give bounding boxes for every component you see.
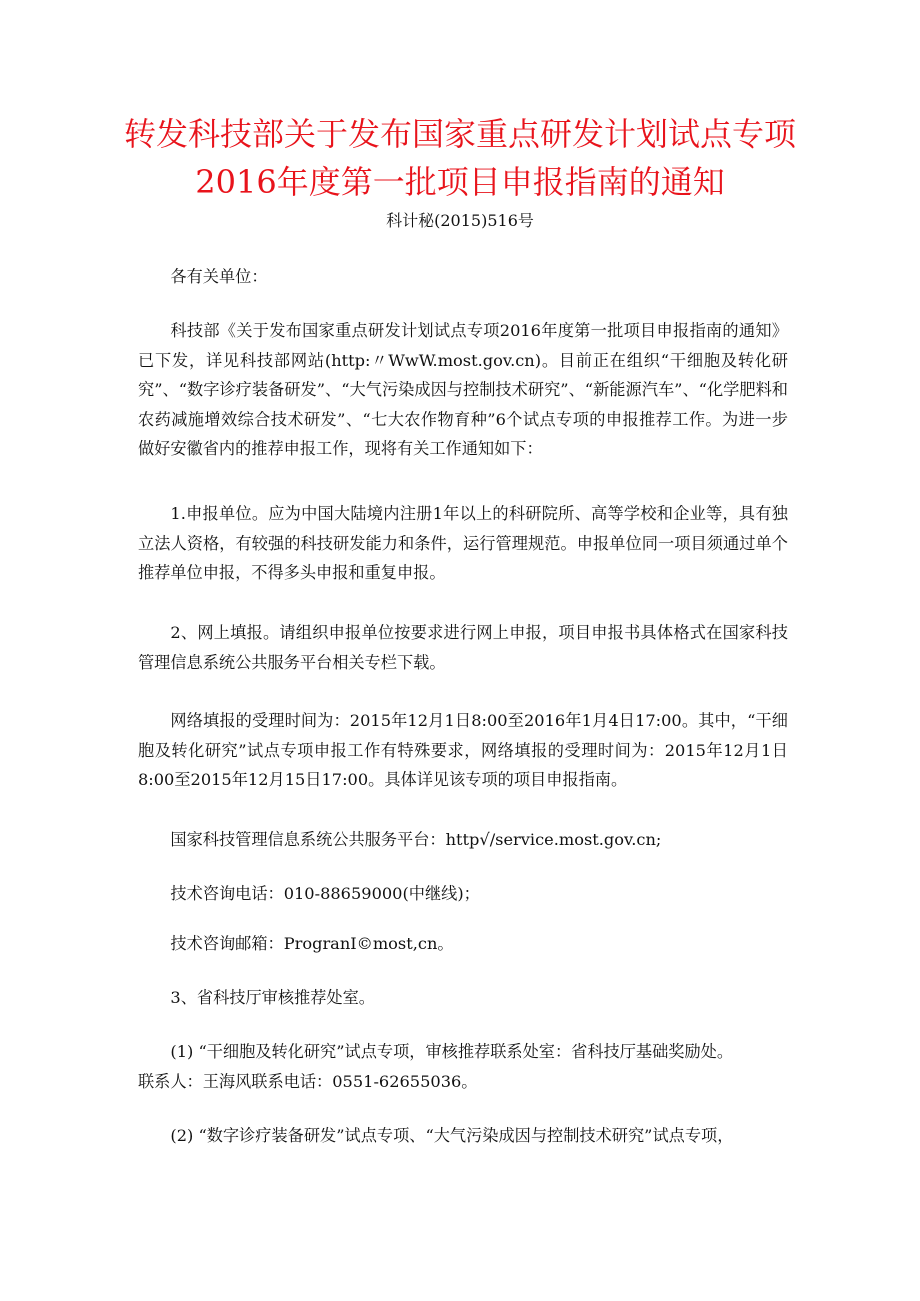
item-2-paragraph: 2、网上填报。请组织申报单位按要求进行网上申报，项目申报书具体格式在国家科技管理信息系统公共服务平台相关专栏下载。 [138,623,788,672]
phone-line: 技术咨询电话：010-88659000(中继线)； [170,884,480,903]
intro-paragraph: 科技部《关于发布国家重点研发计划试点专项2016年度第一批项目申报指南的通知》已下发，详见科技部网站(http:〃WwW.most.gov.cn)。目前正在组织“干细胞及转化研究”、“数字诊疗装备研发”、“大气污染成因与控制技术研究”、“新能源汽车”、“化学肥料和农药减施增效综合技术研发”、“七大农作物育种”6个试点专项的申报推荐工作。为进一步做好安徽省内的推荐申报工作，现将有关工作通知如下： [138,321,788,458]
document-title-line-2: 2016年度第一批项目申报指南的通知 [195,163,725,201]
sub-item-1-contact: 联系人：王海风联系电话：0551-62655036。 [138,1072,478,1091]
document-title-line-1: 转发科技部关于发布国家重点研发计划试点专项 [123,115,796,153]
platform-line: 国家科技管理信息系统公共服务平台：http√/service.most.gov.cn; [170,830,662,849]
item-3-heading: 3、省科技厅审核推荐处室。 [170,988,375,1007]
document-number: 科计秘(2015)516号 [386,211,534,230]
item-1-paragraph: 1.申报单位。应为中国大陆境内注册1年以上的科研院所、高等学校和企业等，具有独立法人资格，有较强的科技研发能力和条件，运行管理规范。申报单位同一项目须通过单个推荐单位申报，不得多头申报和重复申报。 [138,504,788,582]
sub-item-1: (1) “干细胞及转化研究”试点专项，审核推荐联系处室：省科技厅基础奖励处。 [170,1042,734,1061]
timing-paragraph: 网络填报的受理时间为：2015年12月1日8:00至2016年1月4日17:00。其中，“干细胞及转化研究”试点专项申报工作有特殊要求，网络填报的受理时间为：2015年12月1日8:00至2015年12月15日17:00。具体详见该专项的项目申报指南。 [138,711,788,789]
salutation: 各有关单位： [170,267,268,286]
email-line: 技术咨询邮箱：ProgranI©most,cn。 [170,934,454,953]
sub-item-2: (2) “数字诊疗装备研发”试点专项、“大气污染成因与控制技术研究”试点专项， [170,1126,734,1145]
